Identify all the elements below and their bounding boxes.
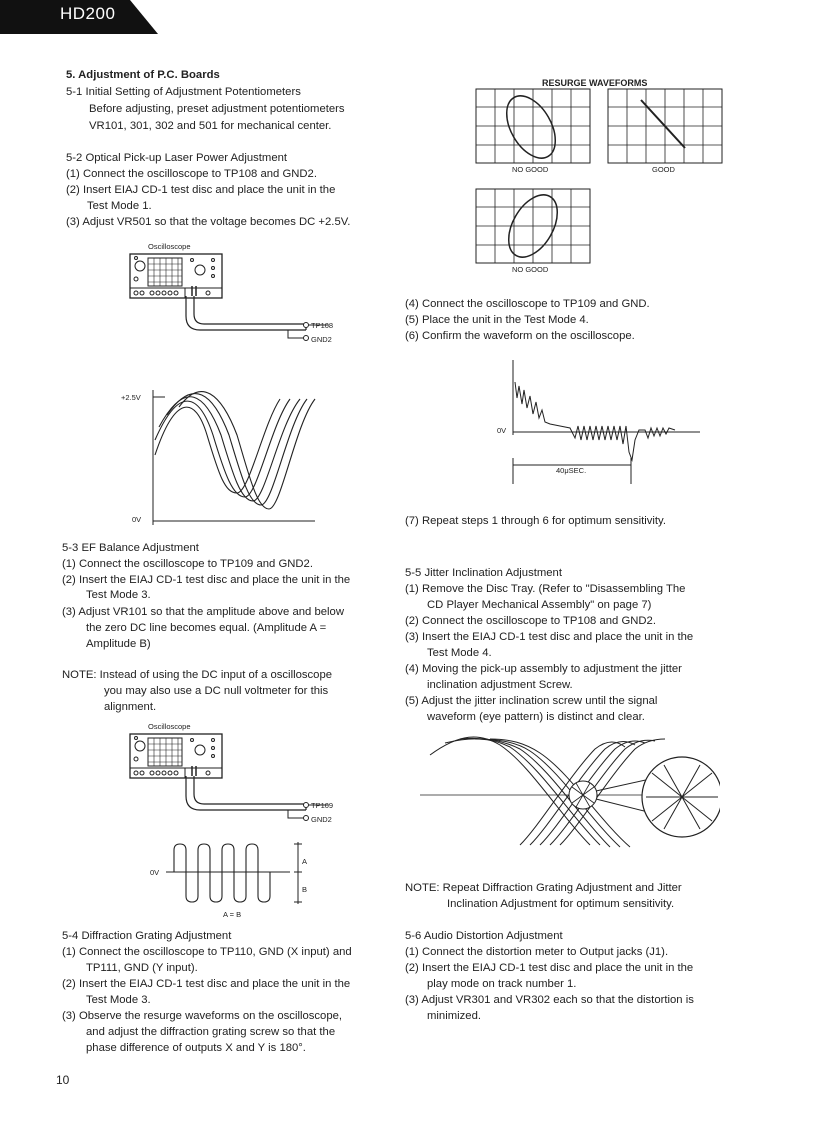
s54-step3c: phase difference of outputs X and Y is 180°. xyxy=(86,1042,306,1054)
resurge-good-label: GOOD xyxy=(652,165,675,174)
s52-step2b: Test Mode 1. xyxy=(87,200,152,212)
wave2-eq-label: A = B xyxy=(223,910,242,919)
r-step7: (7) Repeat steps 1 through 6 for optimum sensitivity. xyxy=(405,515,666,527)
r-step5: (5) Place the unit in the Test Mode 4. xyxy=(405,314,589,326)
s55-step5: (5) Adjust the jitter inclination screw until the signal xyxy=(405,695,658,707)
scope1-tp: TP108 xyxy=(311,321,334,330)
resurge-nogood-label-2: NO GOOD xyxy=(512,265,549,274)
s56-step3b: minimized. xyxy=(427,1010,481,1022)
wave1-high-label: +2.5V xyxy=(121,393,141,402)
page-number: 10 xyxy=(56,1073,70,1087)
s55-step2: (2) Connect the oscilloscope to TP108 and GND2. xyxy=(405,615,656,627)
section-title: 5. Adjustment of P.C. Boards xyxy=(66,69,220,81)
decay-waveform-diagram xyxy=(505,360,705,490)
wave2-a-label: A xyxy=(302,857,308,866)
oscilloscope-1-diagram xyxy=(128,250,328,350)
s55-step4b: inclination adjustment Screw. xyxy=(427,679,573,691)
wave1-low-label: 0V xyxy=(132,515,142,524)
s53-heading: 5-3 EF Balance Adjustment xyxy=(62,542,199,554)
s53-step2: (2) Insert the EIAJ CD-1 test disc and place the unit in the xyxy=(62,574,351,586)
r-step4: (4) Connect the oscilloscope to TP109 and GND. xyxy=(405,298,650,310)
s56-heading: 5-6 Audio Distortion Adjustment xyxy=(405,930,563,942)
s52-step2: (2) Insert EIAJ CD-1 test disc and place the unit in the xyxy=(66,184,336,196)
s56-step2: (2) Insert the EIAJ CD-1 test disc and place the unit in the xyxy=(405,962,694,974)
note1-line3: alignment. xyxy=(104,701,157,713)
s54-step3b: and adjust the diffraction grating screw so that the xyxy=(86,1026,336,1038)
model-label: HD200 xyxy=(60,4,116,23)
s53-step1: (1) Connect the oscilloscope to TP109 and GND2. xyxy=(62,558,313,570)
s54-step2: (2) Insert the EIAJ CD-1 test disc and place the unit in the xyxy=(62,978,351,990)
resurge-nogood-label-1: NO GOOD xyxy=(512,165,549,174)
s55-step3b: Test Mode 4. xyxy=(427,647,492,659)
s54-step2b: Test Mode 3. xyxy=(86,994,151,1006)
s56-step1: (1) Connect the distortion meter to Output jacks (J1). xyxy=(405,946,669,958)
s51-line1: Before adjusting, preset adjustment potentiometers xyxy=(89,103,345,115)
s55-step5b: waveform (eye pattern) is distinct and clear. xyxy=(427,711,645,723)
scope2-tp: TP109 xyxy=(311,801,334,810)
square-waveform-diagram xyxy=(160,840,310,910)
scope2-gnd: GND2 xyxy=(311,815,332,824)
s54-step1: (1) Connect the oscilloscope to TP110, GND (X input) and xyxy=(62,946,352,958)
s52-step3: (3) Adjust VR501 so that the voltage becomes DC +2.5V. xyxy=(66,216,351,228)
s51-line2: VR101, 301, 302 and 501 for mechanical center. xyxy=(89,120,332,132)
note1-line1: NOTE: Instead of using the DC input of a oscilloscope xyxy=(62,669,333,681)
wave2-zero-label: 0V xyxy=(150,868,160,877)
model-tag xyxy=(0,0,158,34)
s55-step1: (1) Remove the Disc Tray. (Refer to "Disassembling The xyxy=(405,583,686,595)
s55-step1b: CD Player Mechanical Assembly" on page 7) xyxy=(427,599,652,611)
s54-heading: 5-4 Diffraction Grating Adjustment xyxy=(62,930,232,942)
s56-step3: (3) Adjust VR301 and VR302 each so that the distortion is xyxy=(405,994,694,1006)
note2-line2: Inclination Adjustment for optimum sensitivity. xyxy=(447,898,675,910)
wave3-time-label: 40μSEC. xyxy=(556,466,587,475)
s52-heading: 5-2 Optical Pick-up Laser Power Adjustment xyxy=(66,152,288,164)
s53-step3b: the zero DC line becomes equal. (Amplitude A = xyxy=(86,622,327,634)
scope2-label: Oscilloscope xyxy=(148,722,191,731)
r-step6: (6) Confirm the waveform on the oscilloscope. xyxy=(405,330,635,342)
s53-step2b: Test Mode 3. xyxy=(86,589,151,601)
s56-step2b: play mode on track number 1. xyxy=(427,978,577,990)
wave2-b-label: B xyxy=(302,885,308,894)
resurge-grid-nogood-1 xyxy=(475,88,591,166)
s52-step1: (1) Connect the oscilloscope to TP108 and GND2. xyxy=(66,168,317,180)
wave3-zero-label: 0V xyxy=(497,426,507,435)
s53-step3c: Amplitude B) xyxy=(86,638,151,650)
resurge-grid-nogood-2 xyxy=(475,188,591,266)
scope1-gnd: GND2 xyxy=(311,335,332,344)
s55-step3: (3) Insert the EIAJ CD-1 test disc and place the unit in the xyxy=(405,631,694,643)
scope1-label: Oscilloscope xyxy=(148,242,191,251)
s55-heading: 5-5 Jitter Inclination Adjustment xyxy=(405,567,562,579)
s55-step4: (4) Moving the pick-up assembly to adjustment the jitter xyxy=(405,663,682,675)
s54-step3: (3) Observe the resurge waveforms on the oscilloscope, xyxy=(62,1010,343,1022)
resurge-grid-good xyxy=(607,88,723,166)
resurge-title: RESURGE WAVEFORMS xyxy=(542,78,648,88)
note2-line1: NOTE: Repeat Diffraction Grating Adjustment and Jitter xyxy=(405,882,682,894)
eye-pattern-diagram xyxy=(420,735,720,860)
sine-waveform-diagram xyxy=(145,385,320,530)
s54-step1b: TP111, GND (Y input). xyxy=(86,962,198,974)
note1-line2: you may also use a DC null voltmeter for this xyxy=(104,685,329,697)
s53-step3: (3) Adjust VR101 so that the amplitude above and below xyxy=(62,606,344,618)
oscilloscope-2-diagram xyxy=(128,730,328,830)
s51-heading: 5-1 Initial Setting of Adjustment Potentiometers xyxy=(66,86,301,98)
